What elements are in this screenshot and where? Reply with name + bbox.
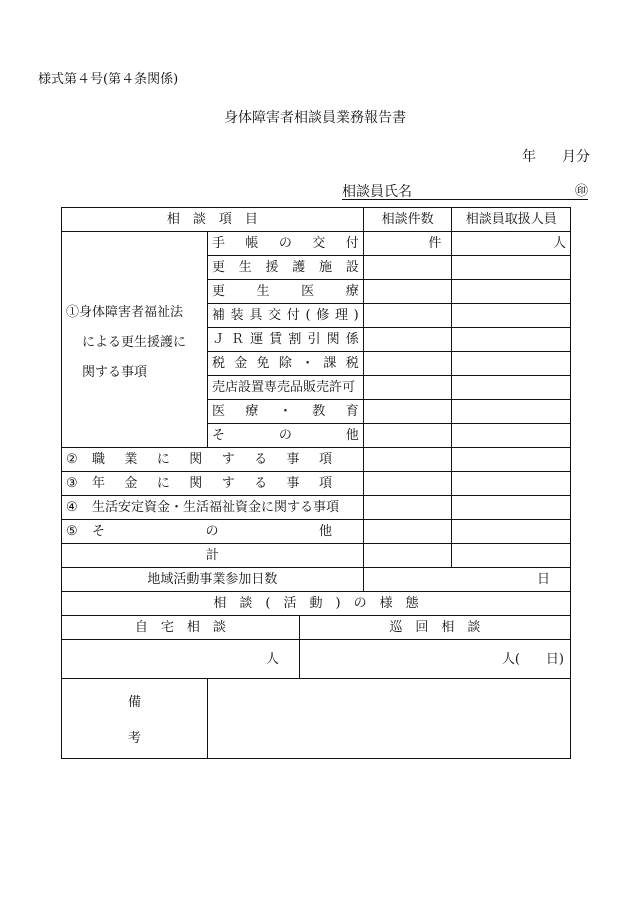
count-cell[interactable] [363, 448, 452, 472]
counselor-name-line[interactable] [342, 181, 588, 200]
header-persons: 相談員取扱人員 [452, 208, 571, 232]
item-6: 税金免除・課税 [207, 352, 363, 376]
count-cell[interactable] [363, 400, 452, 424]
count-cell[interactable] [363, 424, 452, 448]
persons-cell[interactable] [452, 448, 571, 472]
modes-title-row [62, 592, 571, 616]
community-label: 地域活動事業参加日数 [62, 568, 364, 592]
count-cell[interactable] [363, 304, 452, 328]
item-9: その他 [207, 424, 363, 448]
total-row [62, 544, 571, 568]
remarks-cell[interactable] [207, 679, 570, 759]
count-cell[interactable] [363, 376, 452, 400]
section1-label [62, 232, 208, 448]
section5-row [62, 520, 571, 544]
form-number: 様式第４号(第４条関係) [38, 72, 179, 87]
section3-row [62, 472, 571, 496]
section1-label-line-2: による更生援護に [82, 335, 187, 350]
remarks-label: 備 考 [62, 679, 208, 759]
persons-cell[interactable] [452, 424, 571, 448]
persons-cell[interactable]: 人 [452, 232, 571, 256]
persons-cell[interactable] [452, 520, 571, 544]
home-consult-label: 自 宅 相 談 [62, 616, 300, 640]
total-label: 計 [62, 544, 364, 568]
item-7: 売店設置専売品販売許可 [207, 376, 363, 400]
date-line [522, 146, 590, 166]
persons-cell[interactable] [452, 496, 571, 520]
count-cell[interactable] [363, 352, 452, 376]
count-cell[interactable] [363, 280, 452, 304]
section3-label: ③ 年金に関する事項 [62, 472, 364, 496]
header-count: 相談件数 [363, 208, 452, 232]
count-cell[interactable] [363, 520, 452, 544]
persons-cell[interactable] [452, 376, 571, 400]
count-cell[interactable] [363, 328, 452, 352]
patrol-consult-label: 巡 回 相 談 [299, 616, 570, 640]
total-persons-cell[interactable] [452, 544, 571, 568]
section1-label-line-1: ①身体障害者福祉法 [66, 305, 184, 320]
section1-row-1 [62, 232, 571, 256]
community-row [62, 568, 571, 592]
persons-cell[interactable] [452, 400, 571, 424]
year-label: 年 [522, 149, 536, 165]
item-1: 手帳の交付 [207, 232, 363, 256]
counselor-name-label: 相談員氏名 [342, 184, 412, 200]
section4-row [62, 496, 571, 520]
modes-value-row [62, 640, 571, 679]
item-8: 医療・教育 [207, 400, 363, 424]
month-label: 月分 [562, 149, 590, 165]
document-title: 身体障害者相談員業務報告書 [224, 110, 406, 126]
community-days-cell[interactable]: 日 [363, 568, 570, 592]
modes-title: 相 談 ( 活 動 ) の 様 態 [62, 592, 571, 616]
header-row [62, 208, 571, 232]
section4-label: ④ 生活安定資金・生活福祉資金に関する事項 [62, 496, 364, 520]
count-cell[interactable] [363, 496, 452, 520]
persons-cell[interactable] [452, 280, 571, 304]
section5-label: ⑤ その他 [62, 520, 364, 544]
persons-cell[interactable] [452, 352, 571, 376]
item-5: ＪＲ運賃割引関係 [207, 328, 363, 352]
count-cell[interactable] [363, 472, 452, 496]
header-item: 相 談 項 目 [62, 208, 364, 232]
item-3: 更生医療 [207, 280, 363, 304]
report-table [61, 207, 571, 759]
count-cell[interactable]: 件 [363, 232, 452, 256]
home-consult-cell[interactable]: 人 [62, 640, 300, 679]
modes-header-row [62, 616, 571, 640]
persons-cell[interactable] [452, 256, 571, 280]
item-4: 補装具交付(修理) [207, 304, 363, 328]
seal-mark: ㊞ [574, 184, 588, 199]
total-count-cell[interactable] [363, 544, 452, 568]
section2-label: ② 職業に関する事項 [62, 448, 364, 472]
section2-row [62, 448, 571, 472]
persons-cell[interactable] [452, 304, 571, 328]
persons-cell[interactable] [452, 328, 571, 352]
persons-cell[interactable] [452, 472, 571, 496]
patrol-consult-cell[interactable]: 人( 日) [299, 640, 570, 679]
count-cell[interactable] [363, 256, 452, 280]
item-2: 更生援護施設 [207, 256, 363, 280]
remarks-row [62, 679, 571, 759]
section1-label-line-3: 関する事項 [82, 365, 148, 380]
